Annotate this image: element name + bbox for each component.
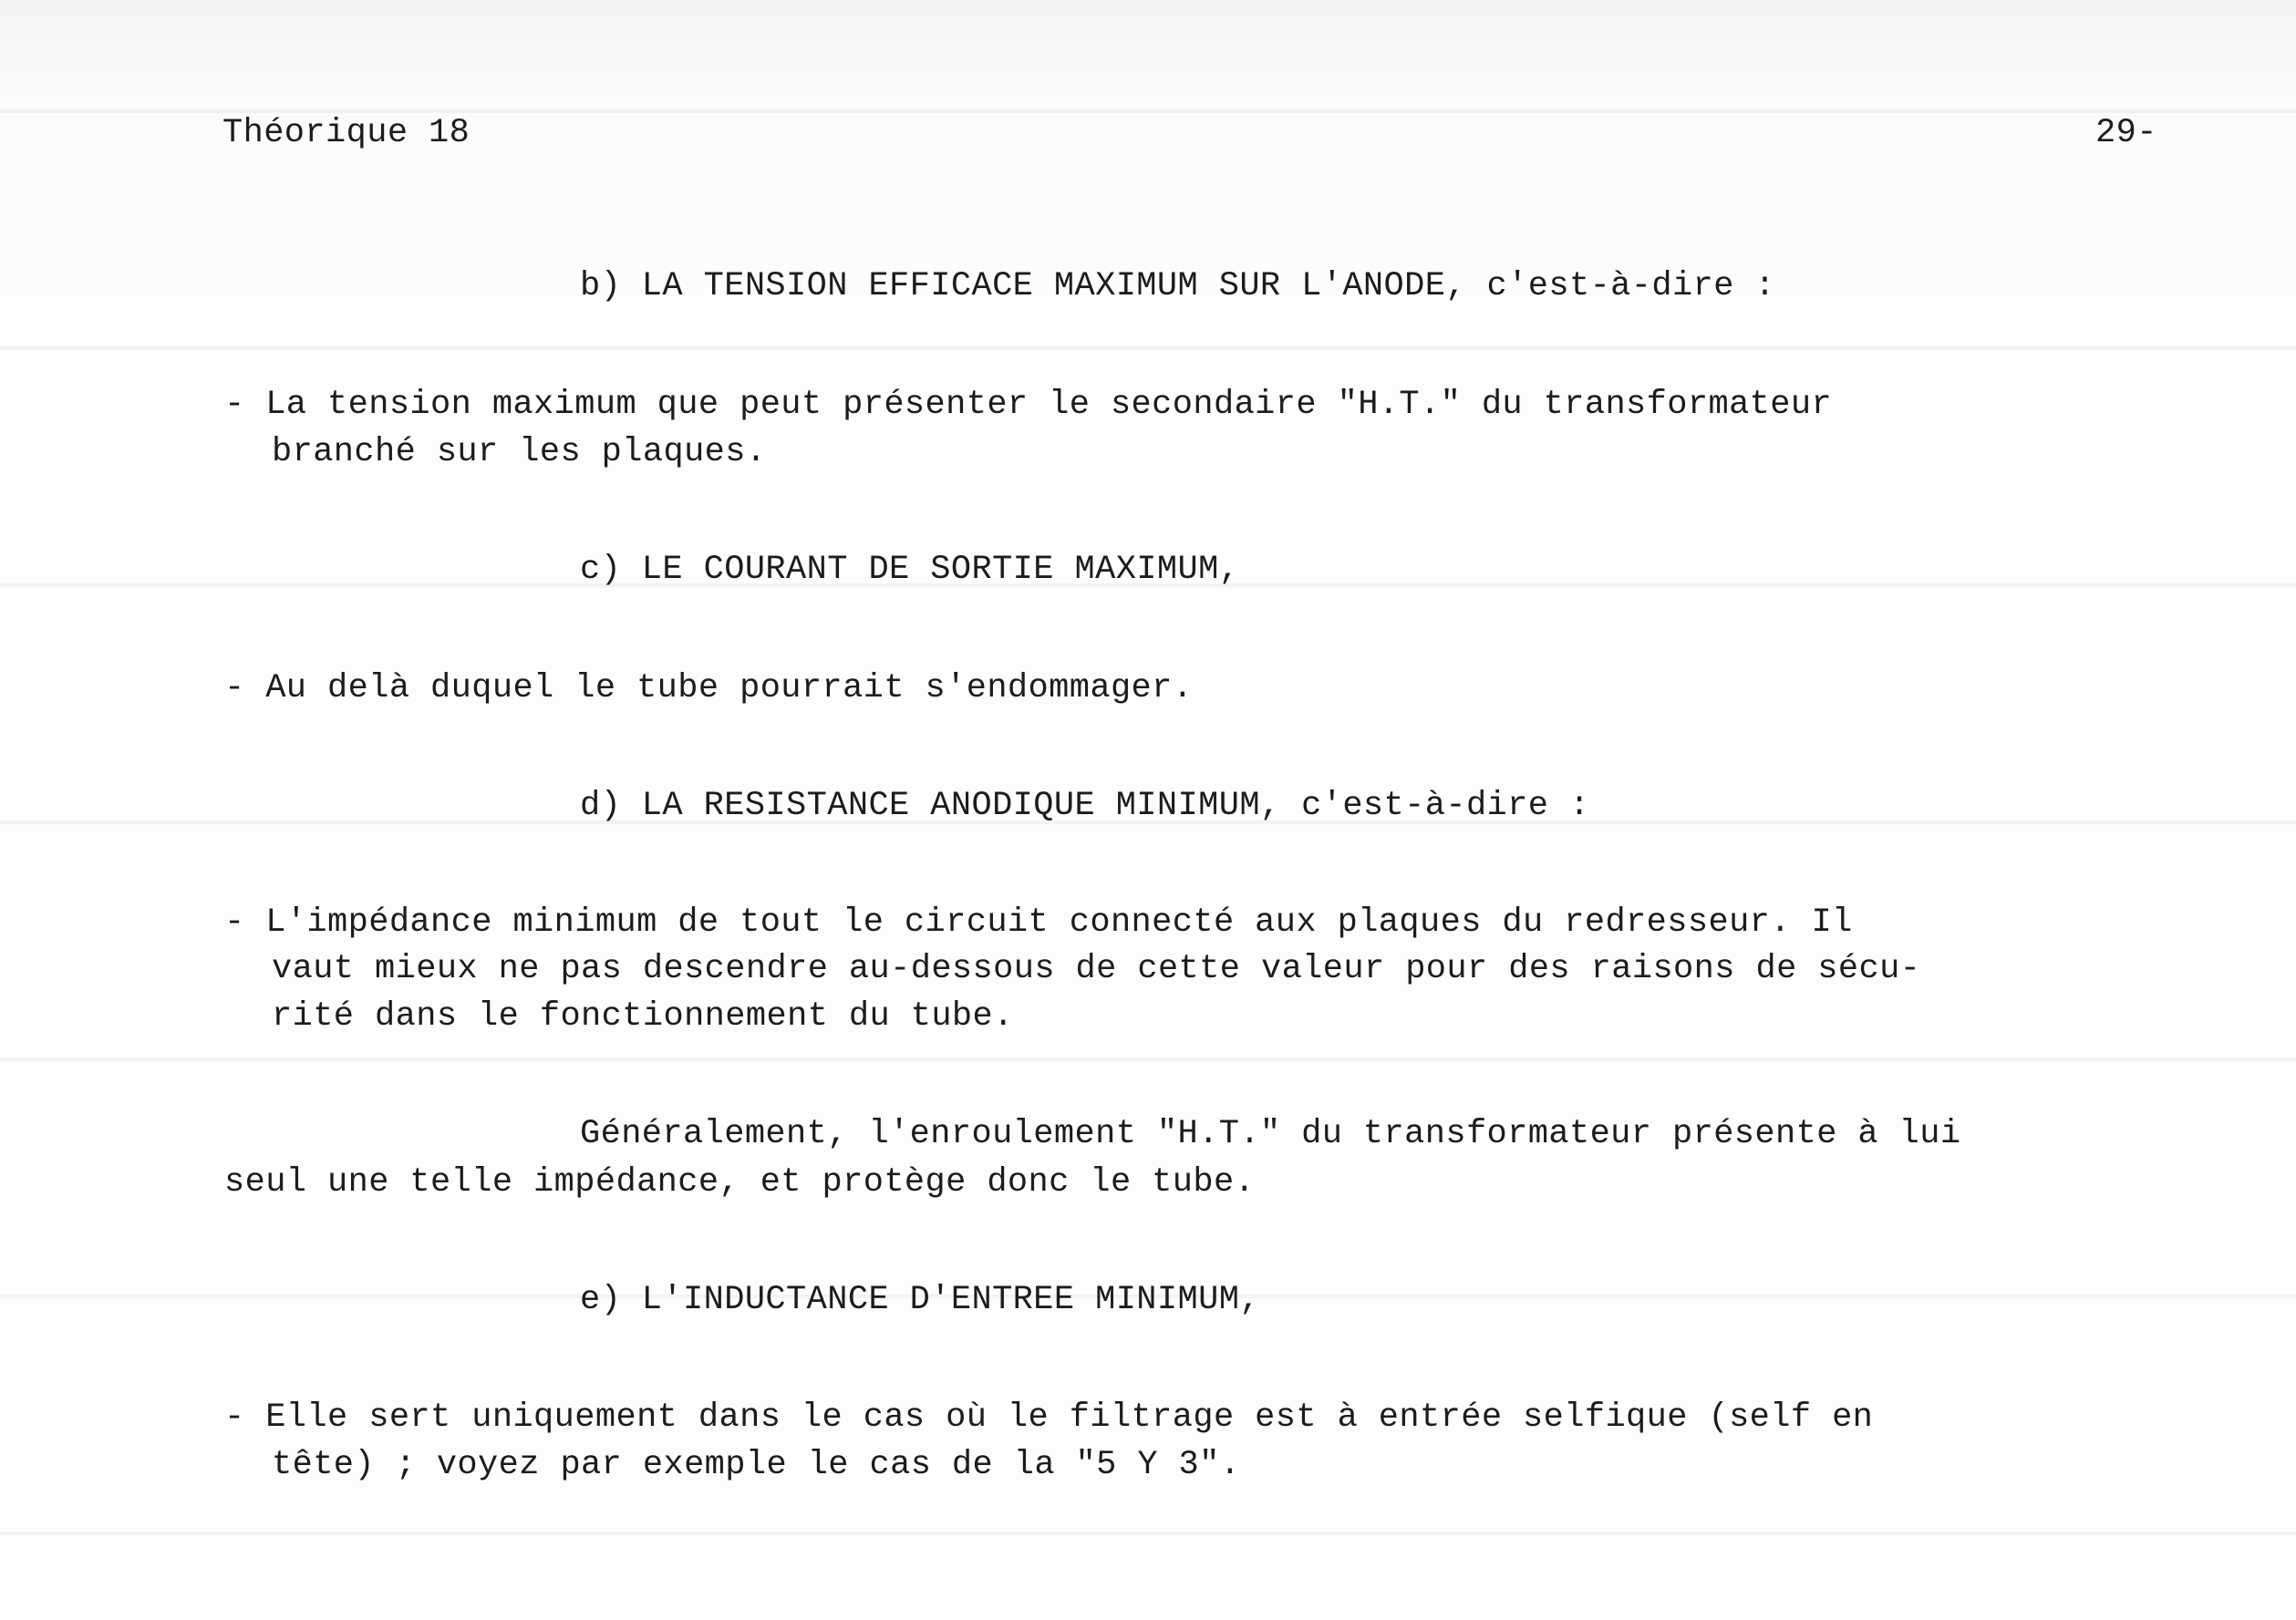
paragraph-line-2: seul une telle impédance, et protège donc le tube. xyxy=(224,1163,1256,1202)
section-d-heading: d) LA RESISTANCE ANODIQUE MINIMUM, c'est-à-dire : xyxy=(580,787,1590,825)
section-d-text-line-2: vaut mieux ne pas descendre au-dessous de cette valeur pour des raisons de sécu- xyxy=(272,950,1921,988)
section-e-text-line-1: - Elle sert uniquement dans le cas où le filtrage est à entrée selfique (self en xyxy=(224,1398,1874,1437)
paragraph-line-1: Généralement, l'enroulement "H.T." du transformateur présente à lui xyxy=(580,1115,1961,1153)
section-b-heading: b) LA TENSION EFFICACE MAXIMUM SUR L'ANODE, c'est-à-dire : xyxy=(580,267,1776,305)
section-b-text-line-1: - La tension maximum que peut présenter le secondaire "H.T." du transformateur xyxy=(224,386,1833,424)
section-e-text-line-2: tête) ; voyez par exemple le cas de la "5 Y 3". xyxy=(272,1446,1241,1484)
page-header-title: Théorique 18 xyxy=(222,114,471,152)
section-e-heading: e) L'INDUCTANCE D'ENTREE MINIMUM, xyxy=(580,1281,1260,1319)
page-number: 29- xyxy=(2095,114,2157,152)
section-d-text-line-3: rité dans le fonctionnement du tube. xyxy=(272,997,1014,1036)
section-c-text-line-1: - Au delà duquel le tube pourrait s'endommager. xyxy=(224,669,1194,707)
section-d-text-line-1: - L'impédance minimum de tout le circuit connecté aux plaques du redresseur. Il xyxy=(224,903,1853,942)
section-c-heading: c) LE COURANT DE SORTIE MAXIMUM, xyxy=(580,551,1240,589)
section-b-text-line-2: branché sur les plaques. xyxy=(272,433,767,471)
